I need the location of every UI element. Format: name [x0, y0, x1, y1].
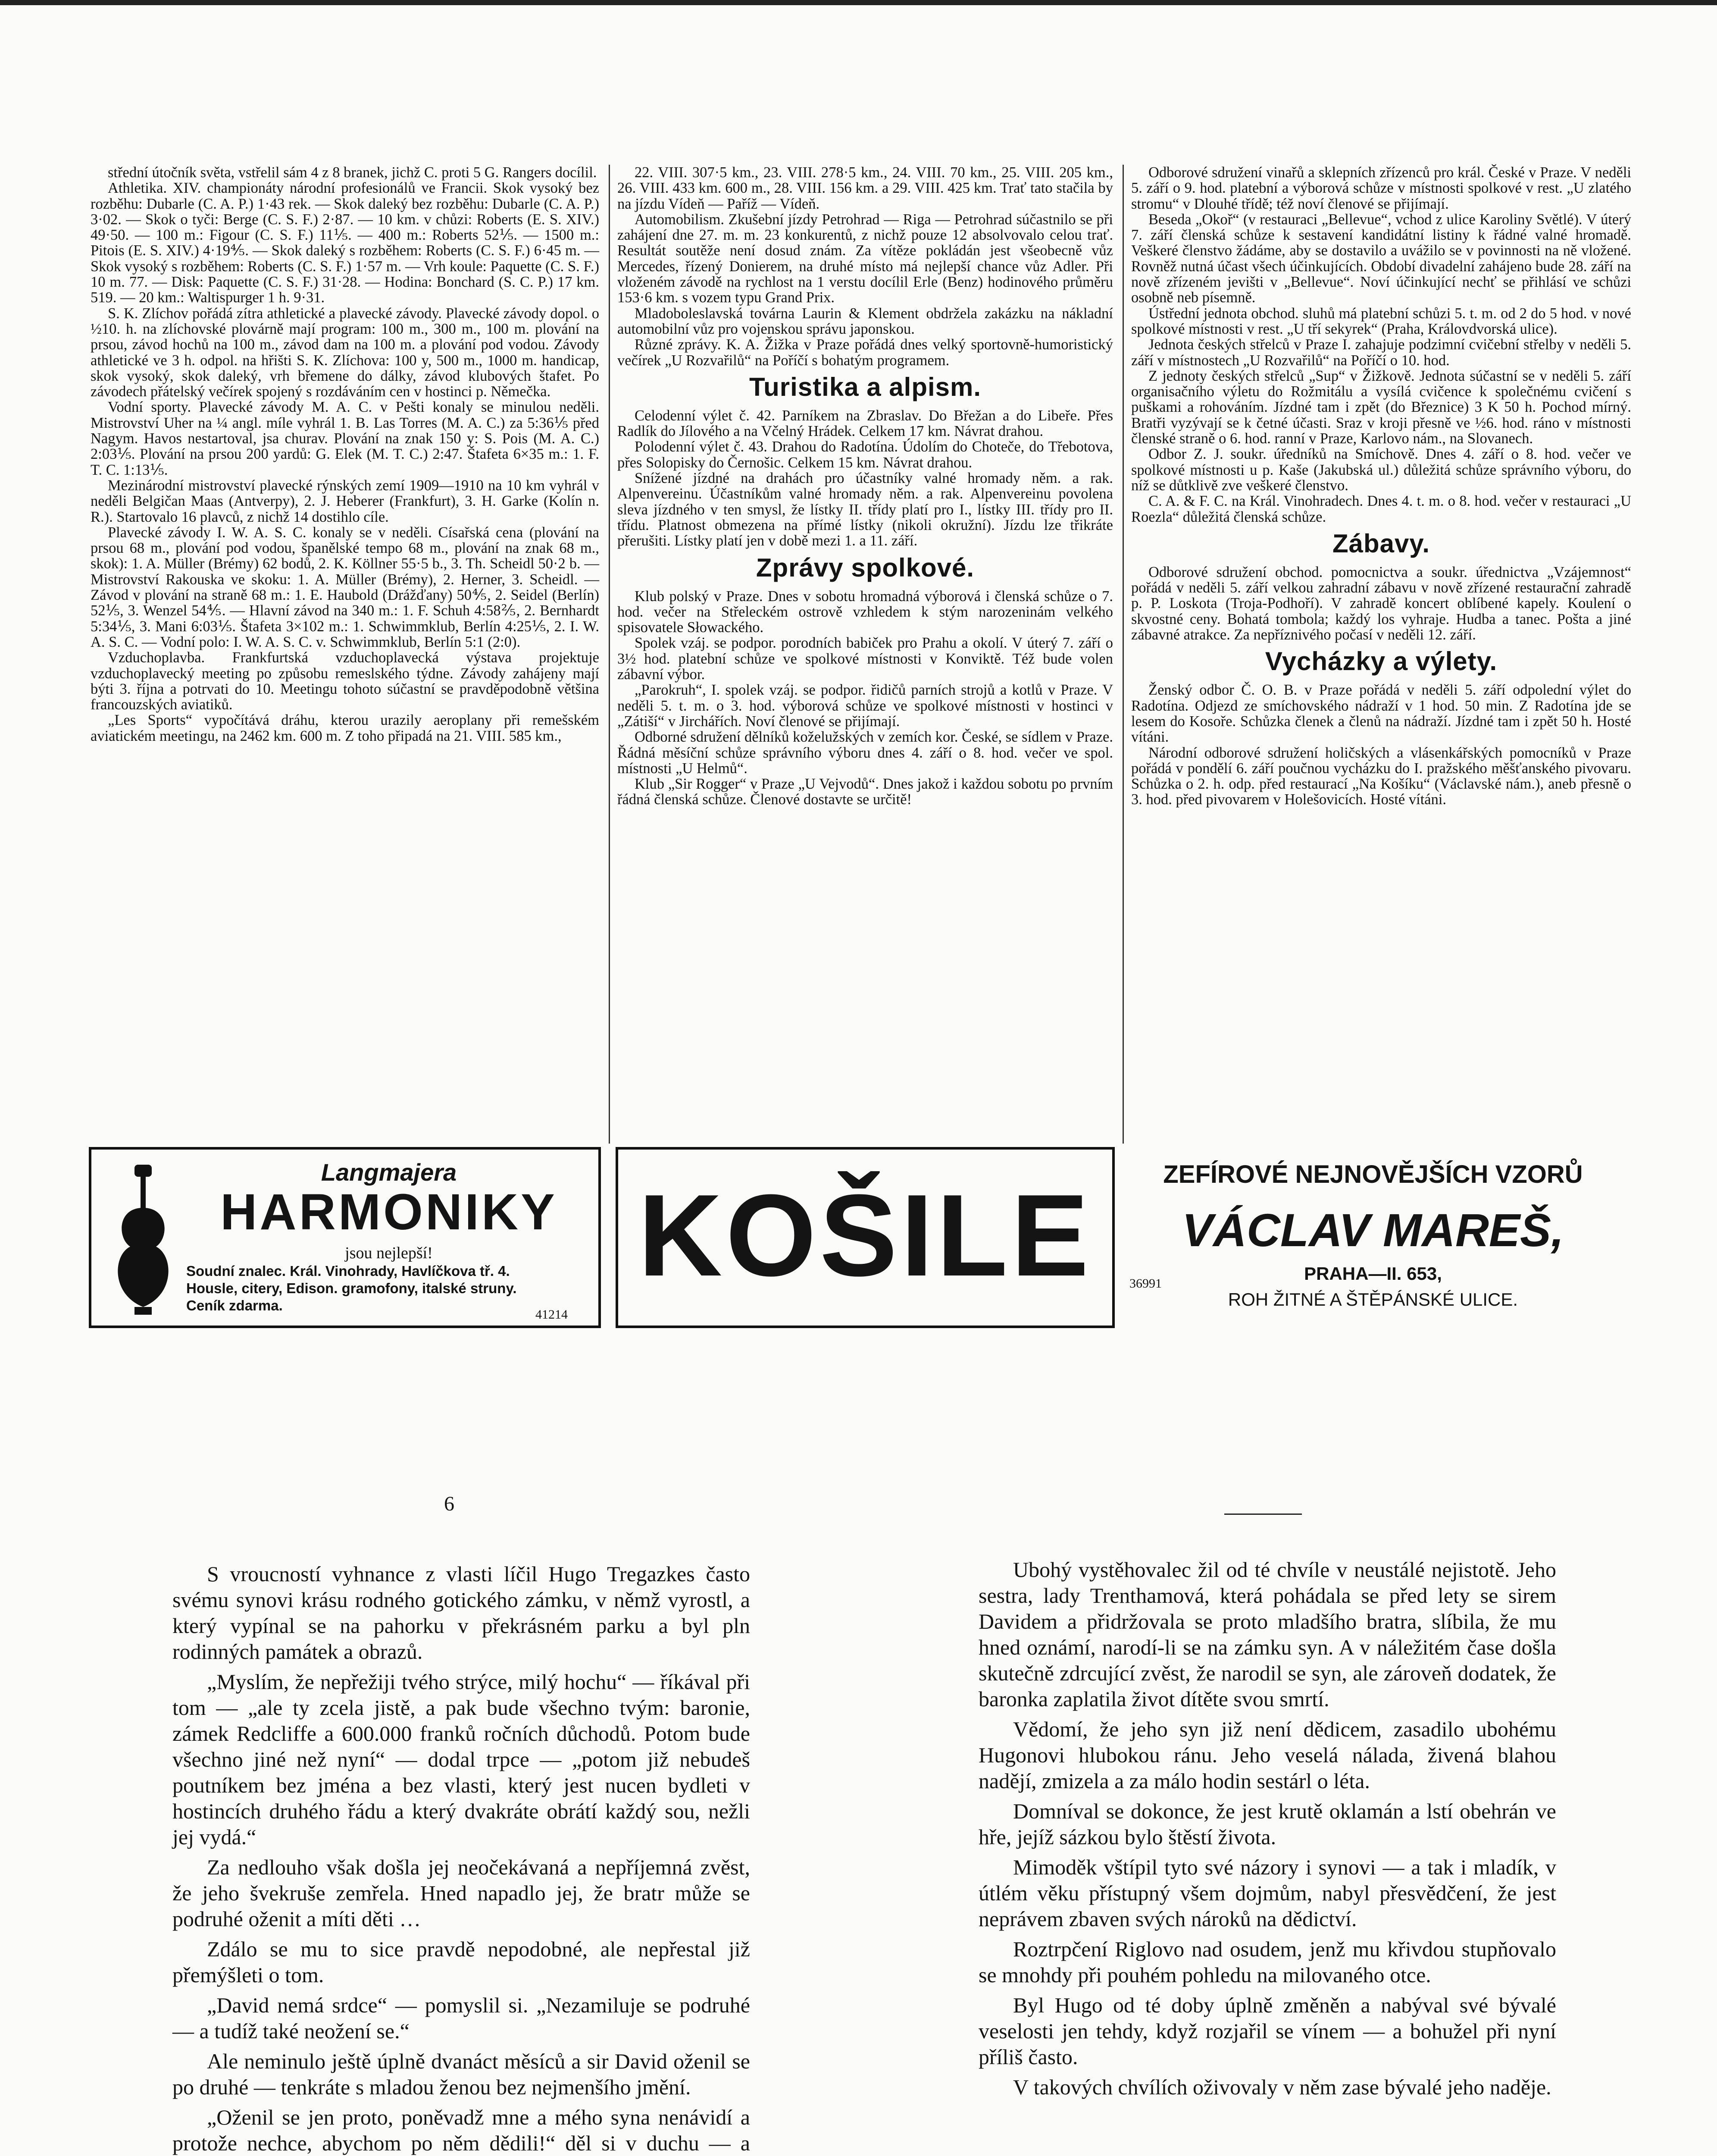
ad-title: KOŠILE — [638, 1171, 1092, 1300]
ad-kosile — [616, 1147, 1115, 1328]
paragraph: střední útočník světa, vstřelil sám 4 z 8 branek, jichž C. proti 5 G. Rangers docílil. — [108, 164, 597, 181]
paragraph: Zdálo se mu to sice pravdě nepodobné, ale nepřestal již přemýšleti o tom. — [172, 1937, 750, 1987]
paragraph: Odborné sdružení dělníků koželužských v zemích kor. České, se sídlem v Praze. Řádná měsíční schůze správního výboru dnes 4. září o 8. hod. večer ve spol. místnosti „U Helmů“. — [617, 729, 1113, 777]
ad-title: HARMONIKY — [220, 1184, 557, 1241]
paragraph: Beseda „Okoř“ (v restauraci „Bellevue“, vchod z ulice Karoliny Světlé). V úterý 7. září členská schůze k sestavení kandidátní listiny k řádné valné hromadě. Veškeré členstvo žádáme, aby se dostavilo a uvážilo se v povinnosti na ně vložené. Rovněž nutná účast všech účinkujících. Období divadelní zahájeno bude 28. září na nově zřízeném jevišti v „Bellevue“. Noví účinkující nechť se přihlásí ve schůzi osobně neb písemně. — [1131, 211, 1631, 306]
paragraph: Ústřední jednota obchod. sluhů má platební schůzi 5. t. m. od 2 do 5 hod. v nové spolkové místnosti v rest. „U tří sekyrek“ (Praha, Královdvorská ulice). — [1131, 305, 1631, 337]
paragraph: Ubohý vystěhovalec žil od té chvíle v neustálé nejistotě. Jeho sestra, lady Trenthamová, která pohádala se před lety se sirem Davidem a přidržovala se proto mladšího bratra, slíbila, že mu hned oznámí, narodí-li se na zámku syn. A v náležitém čase došla skutečně zdrcující zvěst, že narodil se syn, ale zároveň dodatek, že baronka zaplatila život dítěte svou smrtí. — [979, 1557, 1556, 1711]
paragraph: Plavecké závody I. W. A. S. C. konaly se v neděli. Císařská cena (plování na prsou 68 m., plování pod vodou, španělské tempo 68 m., plování na znak 68 m., skok): 1. A. Müller (Brémy) 62 bodů, 2. K. Köllner 55·5 b., 3. Th. Scheidl 50·2 b. — Mistrovství Rakouska ve skoku: 1. A. Müller (Brémy), 2. Herner, 3. Scheidl. — Závod v plování na straně 68 m.: 1. E. Haubold (Drážďany) 50⅘, 2. Seidel (Berlín) 52⅕, 3. Wenzel 54⅘. — Hlavní závod na 340 m.: 1. F. Schuh 4:58⅖, 2. Bernhardt 5:34⅕, 3. Mani 6:03⅕. Štafeta 3×102 m.: 1. Schwimmklub, Berlín 4:25⅕, 2. I. W. A. S. C. — Vodní polo: I. W. A. S. C. v. Schwimmklub, Berlín 5:1 (2:0). — [91, 524, 599, 650]
paragraph: „Les Sports“ vypočítává dráhu, kterou urazily aeroplany při remešském aviatickém meetingu, na 2462 km. 600 m. Z toho připadá na 21. VIII. 585 km., — [91, 712, 599, 744]
paragraph: Za nedlouho však došla jej neočekávaná a nepříjemná zvěst, že jeho švekruše zemřela. Hned napadlo jej, že bratr může se podruhé oženit a míti děti … — [172, 1855, 750, 1931]
paragraph: Spolek vzáj. se podpor. porodních babiček pro Prahu a okolí. V úterý 7. září o 3½ hod. platební schůze ve spolkové místnosti v Konviktě. Též bude volen zábavní výbor. — [617, 635, 1113, 683]
paragraph: S. K. Zlíchov pořádá zítra athletické a plavecké závody. Plavecké závody dopol. o ½10. h. na zlíchovské plovárně mají program: 100 m., 300 m., 100 m. plování na prsou, závod hochů na 100 m., závod dam na 100 m. a plování pod vodou. Závody athletické ve 3 h. odpol. na hřišti S. K. Zlíchova: 100 y, 500 m., 1000 m. handicap, skok vysoký, skok daleký, vrh břemene do dálky, závod klubových štafet. Po závodech přátelský večírek spojený s rozdáváním cen v hostinci p. Němečka. — [91, 305, 599, 400]
paragraph: Celodenní výlet č. 42. Parníkem na Zbraslav. Do Břežan a do Libeře. Přes Radlík do Jílového a na Včelný Hrádek. Celkem 17 km. Návrat drahou. — [617, 407, 1113, 440]
paragraph: „Myslím, že nepřežiji tvého strýce, milý hochu“ — říkával při tom — „ale ty zcela jistě, a pak bude všechno tvým: baronie, zámek Redcliffe a 600.000 franků ročních důchodů. Potom bude všechno jiné než nyní“ — dodal trpce — „potom již nebudeš poutníkem bez jména a bez vlasti, který jest nucen bydleti v hostincích druhého řádu a který dvakráte obrátí každý sou, nežli jej vydá.“ — [172, 1670, 750, 1849]
ad-brand: Langmajera — [321, 1159, 457, 1186]
page-number-rule — [1224, 1514, 1302, 1515]
column-right — [1131, 165, 1631, 808]
paragraph: Ženský odbor Č. O. B. v Praze pořádá v neděli 5. září odpolední výlet do Radotína. Odjezd ze smíchovského nádraží v 1 hod. 50 min. Z Radotína jde se lesem do Kosoře. Schůzka členek a členů na nádraží. Jízdné tam i zpět 50 h. Hosté vítáni. — [1131, 682, 1631, 746]
paragraph: Vodní sporty. Plavecké závody M. A. C. v Pešti konaly se minulou neděli. Mistrovství Uher na ¼ angl. míle vyhrál 1. B. Las Torres (M. A. C.) za 5:36⅕ před Nagym. Havos nestartoval, jsa churav. Plování na znak 150 y: S. Pois (M. A. C.) 2:03⅕. Plování na prsou 200 yardů: G. Elek (M. T. C.) 2:47. Štafeta 6×35 m.: 1. F. T. C. 1:13⅕. — [91, 399, 599, 478]
paragraph: V takových chvílích oživovaly v něm zase bývalé jeho naděje. — [1013, 2075, 1551, 2099]
ad-headline: ZEFÍROVÉ NEJNOVĚJŠÍCH VZORŮ — [1163, 1160, 1583, 1188]
section-heading: Vycházky a výlety. — [1265, 647, 1498, 676]
section-heading: Turistika a alpism. — [749, 372, 982, 401]
story-column-left — [172, 1561, 750, 2156]
paragraph: Odbor Z. J. soukr. úředníků na Smíchově. Dnes 4. září o 8. hod. večer ve spolkové místnosti u p. Kaše (Jakubská ul.) důležitá schůze správního výboru, do níž se důtklivě zve veškeré členstvo. — [1131, 446, 1631, 494]
page-top-border — [0, 0, 1717, 5]
paragraph: Roztrpčení Riglovo nad osudem, jenž mu křivdou stupňovalo se mnohdy při pouhém pohledu na milovaného otce. — [979, 1937, 1556, 1987]
paragraph: Jednota českých střelců v Praze I. zahajuje podzimní cvičební střelby v neděli 5. září v místnostech „U Rozvařilů“ na Poříčí o 10. hod. — [1131, 336, 1631, 369]
paragraph: Odborové sdružení obchod. pomocnictva a soukr. úřednictva „Vzájemnost“ pořádá v neděli 5. září velkou zahradní zábavu v nově zřízené restaurační zahradě p. P. Loskota (Troja-Podhoří). V zahradě koncert oblíbené kapely. Koulení o skvostné ceny. Bohatá tombola; každý los vyhraje. Hudba a tanec. Pošta a jiné zábavné atrakce. Za nepříznivého počasí v neděli 12. září. — [1131, 564, 1631, 643]
paragraph: „Oženil se jen proto, poněvadž mne a mého syna nenávidí a protože nechce, abychom po něm dědili!“ děl si v duchu — a — [172, 2105, 750, 2155]
paragraph: Mimoděk vštípil tyto své názory i synovi — a tak i mladík, v útlém věku přístupný všem dojmům, nabyl přesvědčení, že jest neprávem zbaven svých nároků na dědictví. — [979, 1855, 1556, 1931]
ad-number: 41214 — [535, 1307, 568, 1322]
paragraph: Z jednoty českých střelců „Sup“ v Žižkově. Jednota súčastní se v neděli 5. září organisačního výletu do Rožmitálu a vysílá cvičence k společnému cvičení s puškami a rohováním. Jízdné tam i zpět (do Březnice) 3 K 50 h. Pochod mírný. Bratři vyzývají se k četné účasti. Sraz v kroji přesně ve ½6. hod. ráno v místnosti členské straně o 6. hod. ranní v Praze, Karlovo nám., na Slovanech. — [1131, 367, 1631, 447]
ad-address: PRAHA—II. 653, — [1304, 1263, 1442, 1284]
paragraph: Mladoboleslavská továrna Laurin & Klement obdržela zakázku na nákladní automobilní vůz pro vojenskou správu japonskou. — [617, 305, 1113, 337]
paragraph: S vroucností vyhnance z vlasti líčil Hugo Tregazkes často svému synovi krásu rodného gotického zámku, v němž vyrostl, a který vypínal se na pahorku v překrásném parku a byl pln rodinných památek a obrazů. — [172, 1562, 750, 1664]
paragraph: Odborové sdružení vinařů a sklepních zřízenců pro král. České v Praze. V neděli 5. září o 9. hod. platební a výborová schůze v místnosti spolkové v rest. „U zlatého stromu“ v Dlouhé třídě; též noví členové se přijímají. — [1131, 164, 1631, 212]
page-number: 6 — [444, 1492, 454, 1515]
paragraph: Byl Hugo od té doby úplně změněn a nabýval své bývalé veselosti jen tehdy, když rozjařil se vínem — a bohužel při nyní příliš často. — [979, 1993, 1556, 2069]
section-heading: Zprávy spolkové. — [756, 553, 975, 582]
ad-harmoniky — [89, 1147, 601, 1328]
section-heading: Zábavy. — [1332, 529, 1430, 558]
paragraph: Ale neminulo ještě úplně dvanáct měsíců a sir David oženil se po druhé — tenkráte s mladou ženou bez nejmenšího jmění. — [172, 2049, 750, 2099]
paragraph: Národní odborové sdružení holičských a vlásenkářských pomocníků v Praze pořádá v pondělí 6. září poučnou vycházku do I. pražského měšťanského pivovaru. Schůzka o 2. h. odp. před restaurací „Na Košíku“ (Václavské nám.), aneb přesně o 3. hod. před pivovarem v Holešovicích. Hosté vítáni. — [1131, 744, 1631, 808]
ad-corner: ROH ŽITNÉ A ŠTĚPÁNSKÉ ULICE. — [1228, 1289, 1518, 1310]
paragraph: Polodenní výlet č. 43. Drahou do Radotína. Údolím do Choteče, do Třebotova, přes Solopisky do Černošic. Celkem 15 km. Návrat drahou. — [617, 439, 1113, 471]
violin-icon — [104, 1165, 182, 1316]
paragraph: „David nemá srdce“ — pomyslil si. „Nezamiluje se podruhé — a tudíž také neožení se.“ — [172, 1993, 750, 2043]
ad-tagline: jsou nejlepší! — [345, 1244, 433, 1262]
paragraph: C. A. & F. C. na Král. Vinohradech. Dnes 4. t. m. o 8. hod. večer v restauraci „U Roezla“ důležitá členská schůze. — [1131, 493, 1631, 525]
paragraph: Klub „Sir Rogger“ v Praze „U Vejvodů“. Dnes jakož i každou sobotu po prvním řádná členská schůze. Členové dostavte se určitě! — [617, 776, 1113, 808]
paragraph: Automobilism. Zkušební jízdy Petrohrad — Riga — Petrohrad súčastnilo se při zahájení dne 27. m. m. 23 konkurentů, z nichž pouze 12 absolvovalo celou trať. Resultát soutěže není dosud znám. Za vítěze pokládán jest všeobecně vůz Mercedes, řízený Donierem, na druhé místo má nejlepší chance vůz Adler. Při vloženém závodě na rychlost na 1 verstu docílil Erle (Benz) hodinového průměru 153·6 km. s vozem typu Grand Prix. — [617, 211, 1113, 306]
paragraph: 22. VIII. 307·5 km., 23. VIII. 278·5 km., 24. VIII. 70 km., 25. VIII. 205 km., 26. VIII. 433 km. 600 m., 28. VIII. 156 km. a 29. VIII. 425 km. Trať tato stačila by na jízdu Vídeň — Paříž — Vídeň. — [617, 164, 1113, 212]
ad-address: Soudní znalec. Král. Vinohrady, Havlíčkova tř. 4. Housle, citery, Edison. gramofony, italské struny. Ceník zdarma. — [186, 1263, 517, 1313]
paragraph: Mezinárodní mistrovství plavecké rýnských zemí 1909—1910 na 10 km vyhrál v neděli Belgičan Maas (Antverpy), 2. J. Heberer (Frankfurt), 3. H. Garke (Kolín n. R.). Startovalo 16 plavců, z nichž 14 dostihlo cíle. — [91, 477, 599, 525]
ad-name: VÁCLAV MAREŠ, — [1182, 1204, 1564, 1256]
paragraph: Vzduchoplavba. Frankfurtská vzduchoplavecká výstava projektuje vzduchoplavecký meeting po způsobu remeslského týdne. Závody zahájeny mají býti 3. října a potrvati do 10. Meetingu tohoto súčastní se pravděpodobně většina francouzských aviatiků. — [91, 649, 599, 713]
ad-mares — [1121, 1147, 1621, 1328]
paragraph: Athletika. XIV. championáty národní profesionálů ve Francii. Skok vysoký bez rozběhu: Dubarle (C. A. P.) 1·43 rek. — Skok daleký bez rozběhu: Dubarle (C. A. P.) 3·02. — Skok o tyči: Berge (C. S. F.) 2·87. — 10 km. v chůzi: Roberts (E. S. XIV.) 49·50. — 100 m.: Figour (C. S. F.) 11⅕. — 400 m.: Roberts 52⅕. — 1500 m.: Pitois (E. S. XIV.) 4·19⅘. — Skok daleký s rozběhem: Roberts (C. S. F.) 6·45 m. — Skok vysoký s rozběhem: Roberts (C. S. F.) 1·57 m. — Vrh koule: Paquette (C. S. F.) 10 m. 77. — Disk: Paquette (C. S. F.) 31·28. — Hodina: Bonchard (S. C. P.) 17 km. 519. — 20 km.: Waltispurger 1 h. 9·31. — [91, 180, 599, 306]
paragraph: „Parokruh“, I. spolek vzáj. se podpor. řidičů parních strojů a kotlů v Praze. V neděli 5. t. m. o 3. hod. výborová schůze ve spolkové místnosti v hostinci v „Zátiší“ v Jirchářích. Noví členové se přijímají. — [617, 682, 1113, 730]
paragraph: Domníval se dokonce, že jest krutě oklamán a lstí obehrán ve hře, jejíž sázkou bylo štěstí života. — [979, 1799, 1556, 1849]
column-middle — [617, 165, 1113, 808]
paragraph: Různé zprávy. K. A. Žižka v Praze pořádá dnes velký sportovně-humoristický večírek „U Rozvařilů“ na Poříčí s bohatým programem. — [617, 336, 1113, 369]
story-column-right — [979, 1557, 1556, 2104]
paragraph: Snížené jízdné na drahách pro účastníky valné hromady něm. a rak. Alpenvereinu. Účastníkům valné hromady něm. a rak. Alpenvereinu povolena sleva jízdného v ten smysl, že lístky II. třídy platí pro I., lístky III. třídy pro II. třídu. Platnost obmezena na přímé lístky (nikoli okružní). Jízdu lze třikráte přerušiti. Lístky platí jen v době mezi 1. a 11. září. — [617, 470, 1113, 549]
ad-number: 36991 — [1129, 1276, 1162, 1291]
column-divider — [609, 165, 610, 1144]
column-left — [91, 165, 599, 744]
paragraph: Vědomí, že jeho syn již není dědicem, zasadilo ubohému Hugonovi hlubokou ránu. Jeho veselá nálada, živená blahou nadějí, zmizela a za málo hodin sestárl o léta. — [979, 1717, 1556, 1793]
paragraph: Klub polský v Praze. Dnes v sobotu hromadná výborová i členská schůze o 7. hod. večer na Střeleckém ostrově vzhledem k stým narozeninám velkého spisovatele Słowackého. — [617, 588, 1113, 636]
column-divider — [1123, 165, 1124, 1144]
